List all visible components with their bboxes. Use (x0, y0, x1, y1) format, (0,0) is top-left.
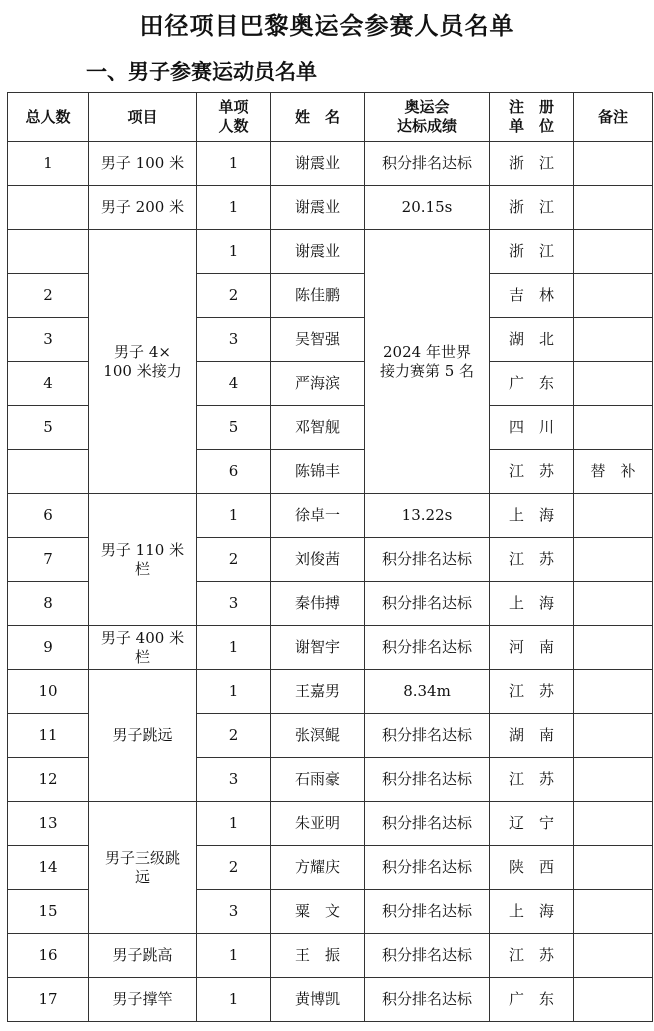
table-row (8, 494, 653, 538)
cell-count: 1 (197, 670, 271, 714)
cell-event: 男子 200 米 (89, 186, 197, 230)
cell-unit: 广 东 (490, 978, 574, 1022)
cell-count: 5 (197, 406, 271, 450)
cell-score: 积分排名达标 (365, 142, 490, 186)
cell-unit: 河 南 (490, 626, 574, 670)
cell-total: 14 (8, 846, 89, 890)
cell-total: 9 (8, 626, 89, 670)
cell-total: 8 (8, 582, 89, 626)
cell-event: 男子 110 米 栏 (89, 494, 197, 626)
cell-count: 1 (197, 142, 271, 186)
cell-name: 粟 文 (271, 890, 365, 934)
cell-unit: 江 苏 (490, 538, 574, 582)
cell-name: 黄博凯 (271, 978, 365, 1022)
cell-note (574, 318, 653, 362)
table-row (8, 186, 653, 230)
cell-note (574, 538, 653, 582)
cell-unit: 广 东 (490, 362, 574, 406)
cell-name: 严海滨 (271, 362, 365, 406)
cell-total: 13 (8, 802, 89, 846)
cell-score: 积分排名达标 (365, 802, 490, 846)
cell-unit: 陕 西 (490, 846, 574, 890)
header-event: 项目 (89, 93, 197, 142)
cell-note (574, 934, 653, 978)
cell-note (574, 186, 653, 230)
cell-name: 谢震业 (271, 186, 365, 230)
cell-note (574, 142, 653, 186)
cell-total: 12 (8, 758, 89, 802)
cell-note (574, 230, 653, 274)
cell-unit: 浙 江 (490, 230, 574, 274)
header-note: 备注 (574, 93, 653, 142)
cell-score: 20.15s (365, 186, 490, 230)
cell-note (574, 274, 653, 318)
cell-note: 替 补 (574, 450, 653, 494)
athlete-table (7, 92, 653, 1022)
cell-score: 积分排名达标 (365, 758, 490, 802)
cell-name: 石雨豪 (271, 758, 365, 802)
cell-total (8, 186, 89, 230)
cell-total: 4 (8, 362, 89, 406)
cell-event: 男子 400 米 栏 (89, 626, 197, 670)
cell-name: 方耀庆 (271, 846, 365, 890)
cell-note (574, 406, 653, 450)
cell-count: 1 (197, 934, 271, 978)
cell-total: 10 (8, 670, 89, 714)
cell-count: 1 (197, 802, 271, 846)
cell-unit: 江 苏 (490, 934, 574, 978)
table-row (8, 934, 653, 978)
cell-total: 6 (8, 494, 89, 538)
cell-name: 吴智强 (271, 318, 365, 362)
cell-total: 3 (8, 318, 89, 362)
cell-total: 15 (8, 890, 89, 934)
cell-event: 男子 4× 100 米接力 (89, 230, 197, 494)
cell-unit: 辽 宁 (490, 802, 574, 846)
table-row (8, 670, 653, 714)
cell-event: 男子跳远 (89, 670, 197, 802)
cell-name: 王 振 (271, 934, 365, 978)
header-name: 姓 名 (271, 93, 365, 142)
cell-count: 2 (197, 714, 271, 758)
cell-total: 11 (8, 714, 89, 758)
cell-score: 8.34m (365, 670, 490, 714)
cell-total: 7 (8, 538, 89, 582)
cell-note (574, 362, 653, 406)
cell-unit: 吉 林 (490, 274, 574, 318)
cell-unit: 江 苏 (490, 758, 574, 802)
cell-name: 陈佳鹏 (271, 274, 365, 318)
cell-score: 积分排名达标 (365, 934, 490, 978)
cell-unit: 江 苏 (490, 450, 574, 494)
header-total: 总人数 (8, 93, 89, 142)
table-row (8, 802, 653, 846)
cell-count: 1 (197, 230, 271, 274)
cell-total (8, 230, 89, 274)
table-row (8, 230, 653, 274)
cell-count: 4 (197, 362, 271, 406)
cell-score: 积分排名达标 (365, 582, 490, 626)
cell-count: 3 (197, 318, 271, 362)
cell-total (8, 450, 89, 494)
cell-unit: 四 川 (490, 406, 574, 450)
cell-event: 男子三级跳 远 (89, 802, 197, 934)
cell-note (574, 582, 653, 626)
cell-note (574, 846, 653, 890)
cell-score: 积分排名达标 (365, 626, 490, 670)
cell-unit: 湖 南 (490, 714, 574, 758)
cell-score: 13.22s (365, 494, 490, 538)
cell-name: 陈锦丰 (271, 450, 365, 494)
cell-count: 6 (197, 450, 271, 494)
table-row (8, 142, 653, 186)
cell-unit: 湖 北 (490, 318, 574, 362)
cell-total: 1 (8, 142, 89, 186)
cell-note (574, 626, 653, 670)
cell-name: 朱亚明 (271, 802, 365, 846)
cell-score: 积分排名达标 (365, 978, 490, 1022)
table-row (8, 626, 653, 670)
cell-note (574, 802, 653, 846)
cell-count: 2 (197, 538, 271, 582)
cell-name: 王嘉男 (271, 670, 365, 714)
cell-count: 2 (197, 274, 271, 318)
header-score: 奥运会 达标成绩 (365, 93, 490, 142)
cell-count: 1 (197, 494, 271, 538)
cell-note (574, 714, 653, 758)
cell-name: 刘俊茜 (271, 538, 365, 582)
cell-score: 积分排名达标 (365, 846, 490, 890)
table-row (8, 978, 653, 1022)
cell-count: 3 (197, 758, 271, 802)
cell-count: 1 (197, 626, 271, 670)
cell-count: 2 (197, 846, 271, 890)
cell-count: 3 (197, 890, 271, 934)
cell-name: 邓智舰 (271, 406, 365, 450)
cell-unit: 上 海 (490, 494, 574, 538)
cell-note (574, 890, 653, 934)
cell-score: 积分排名达标 (365, 890, 490, 934)
cell-unit: 上 海 (490, 582, 574, 626)
cell-name: 谢震业 (271, 230, 365, 274)
cell-score: 2024 年世界 接力赛第 5 名 (365, 230, 490, 494)
cell-name: 谢智宇 (271, 626, 365, 670)
cell-total: 2 (8, 274, 89, 318)
cell-total: 16 (8, 934, 89, 978)
table-header-row (8, 93, 653, 142)
cell-unit: 上 海 (490, 890, 574, 934)
header-unit: 注 册 单 位 (490, 93, 574, 142)
cell-count: 3 (197, 582, 271, 626)
document-title: 田径项目巴黎奥运会参赛人员名单 (139, 11, 515, 40)
header-count: 单项 人数 (197, 93, 271, 142)
cell-unit: 江 苏 (490, 670, 574, 714)
cell-note (574, 758, 653, 802)
cell-event: 男子撑竿 (89, 978, 197, 1022)
cell-unit: 浙 江 (490, 186, 574, 230)
cell-count: 1 (197, 186, 271, 230)
cell-score: 积分排名达标 (365, 538, 490, 582)
cell-count: 1 (197, 978, 271, 1022)
cell-score: 积分排名达标 (365, 714, 490, 758)
cell-event: 男子跳高 (89, 934, 197, 978)
cell-name: 谢震业 (271, 142, 365, 186)
cell-name: 秦伟搏 (271, 582, 365, 626)
cell-event: 男子 100 米 (89, 142, 197, 186)
cell-note (574, 670, 653, 714)
cell-note (574, 978, 653, 1022)
cell-total: 17 (8, 978, 89, 1022)
cell-total: 5 (8, 406, 89, 450)
cell-name: 张溟鲲 (271, 714, 365, 758)
cell-unit: 浙 江 (490, 142, 574, 186)
cell-note (574, 494, 653, 538)
cell-name: 徐卓一 (271, 494, 365, 538)
section-heading: 一、男子参赛运动员名单 (86, 59, 317, 84)
